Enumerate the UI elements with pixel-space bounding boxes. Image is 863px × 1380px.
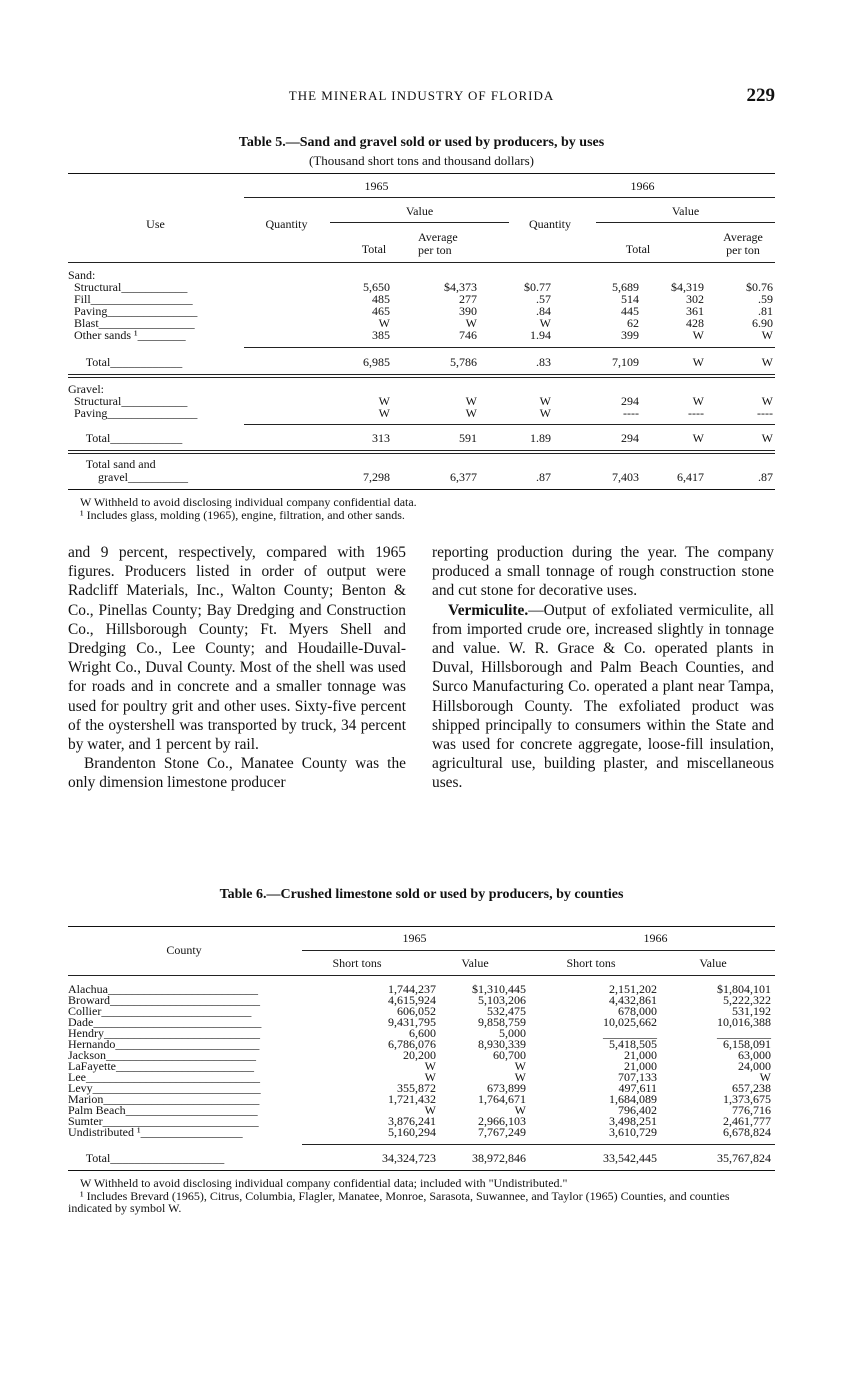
row-label: Broward_________________________ bbox=[68, 993, 260, 1007]
row-label: Other sands ¹________ bbox=[74, 328, 186, 342]
row-label: Undistributed ¹_________________ bbox=[68, 1125, 243, 1139]
cell: 1,721,432 bbox=[388, 1092, 436, 1106]
row-label: Marion__________________________ bbox=[68, 1092, 260, 1106]
cell: 313 bbox=[372, 431, 390, 445]
table5-gravel-section-rule bbox=[68, 450, 775, 454]
cell: 2,151,202 bbox=[609, 982, 657, 996]
cell: 3,498,251 bbox=[609, 1114, 657, 1128]
cell: 1,373,675 bbox=[723, 1092, 771, 1106]
cell: W bbox=[539, 406, 551, 420]
cell: 465 bbox=[372, 304, 390, 318]
table5-average-line2-1966: per ton bbox=[726, 243, 760, 257]
table-row-total bbox=[68, 432, 775, 444]
row-label: Paving_______________ bbox=[74, 304, 198, 318]
table-row-total bbox=[68, 356, 775, 368]
cell: .87 bbox=[758, 470, 773, 484]
row-label: Levy____________________________ bbox=[68, 1081, 261, 1095]
paragraph bbox=[432, 601, 774, 793]
cell: .81 bbox=[758, 304, 773, 318]
cell: 5,160,294 bbox=[388, 1125, 436, 1139]
table5-year1-header: 1965 bbox=[364, 179, 389, 193]
paragraph: Brandenton Stone Co., Manatee County was the only dimension limestone producer bbox=[68, 755, 406, 792]
cell: 3,876,241 bbox=[388, 1114, 436, 1128]
row-label: Paving_______________ bbox=[74, 406, 198, 420]
table6-year-rule bbox=[302, 950, 775, 951]
row-label: Jackson_________________________ bbox=[68, 1048, 256, 1062]
cell: 4,615,924 bbox=[388, 993, 436, 1007]
cell: 277 bbox=[459, 292, 477, 306]
table5-sand-subtotal-rule bbox=[244, 347, 775, 348]
cell: 8,930,339 bbox=[478, 1037, 526, 1051]
table5-sand-section-rule bbox=[68, 374, 775, 378]
table-row bbox=[68, 407, 775, 419]
cell: W bbox=[424, 1103, 436, 1117]
cell: .87 bbox=[536, 470, 551, 484]
table5-sand-label: Sand: bbox=[68, 268, 96, 282]
cell: 6,678,824 bbox=[723, 1125, 771, 1139]
cell: 6.90 bbox=[752, 316, 773, 330]
cell: 5,650 bbox=[363, 280, 390, 294]
paragraph: and 9 percent, respectively, compared with 1965 figures. Producers listed in order of output were Radcliff Materials, Inc., Walton County; Benton & Co., Pinellas County; Bay Dredging and Construction Co., Hillsborough County; Ft. Myers Shell and Dredging Co., Lee County; and Houdaille-Duval-Wright Co., Duval County. Most of the shell was used for roads and in concrete and a smaller tonnage was used for poultry grit and other uses. Sixty-five percent of the oystershell was transported by truck, 34 percent by water, and 1 percent by rail. bbox=[68, 544, 406, 754]
cell: W bbox=[539, 394, 551, 408]
cell: 60,700 bbox=[493, 1048, 526, 1062]
cell: 746 bbox=[459, 328, 477, 342]
table6-footnote-1: ¹ Includes Brevard (1965), Citrus, Columbia, Flagler, Manatee, Monroe, Sarasota, Suwannee, and Taylor (1965) Counties, and counties indicated by symbol W. bbox=[68, 1189, 730, 1215]
page-number: 229 bbox=[746, 85, 775, 106]
cell: ---- bbox=[757, 406, 773, 420]
cell: 294 bbox=[621, 431, 639, 445]
table6-top-rule bbox=[68, 926, 775, 927]
table5-header-bottom-rule bbox=[68, 262, 775, 263]
cell: 361 bbox=[686, 304, 704, 318]
cell: .83 bbox=[536, 355, 551, 369]
row-label: Blast________________ bbox=[74, 316, 195, 330]
cell: $0.77 bbox=[524, 280, 551, 294]
cell: W bbox=[761, 431, 773, 445]
row-label: gravel__________ bbox=[98, 470, 188, 484]
cell: W bbox=[539, 316, 551, 330]
row-label: Fill_________________ bbox=[74, 292, 193, 306]
table6-header-bottom-rule bbox=[68, 975, 775, 976]
table5-subcaption: (Thousand short tons and thousand dollars) bbox=[309, 153, 534, 168]
row-label: LaFayette_______________________ bbox=[68, 1059, 254, 1073]
cell: 7,767,249 bbox=[478, 1125, 526, 1139]
table-row-total bbox=[68, 1152, 775, 1164]
cell: 657,238 bbox=[732, 1081, 771, 1095]
table5-gravel-subtotal-rule bbox=[244, 424, 775, 425]
table6-short-tons-header-1966: Short tons bbox=[566, 956, 616, 970]
section-heading: Vermiculite. bbox=[448, 601, 529, 619]
paragraph-text: —Output of exfoliated vermiculite, all from imported crude ore, increased slightly in tonnage and value. W. R. Grace & Co. operated plants in Duval, Hillsborough and Palm Beach Counties, and Surco Manufacturing Co. operated a plant near Tampa, Hillsborough County. The exfoliated product was shipped principally to consumers within the State and was used for concrete aggregate, loose-fill insulation, agricultural use, building plaster, and miscellaneous uses. bbox=[432, 601, 774, 792]
table5-year2-header: 1966 bbox=[630, 179, 655, 193]
table5-total-header-1965: Total bbox=[361, 242, 387, 256]
cell: ---- bbox=[623, 406, 639, 420]
cell: W bbox=[514, 1070, 526, 1084]
cell: 7,403 bbox=[612, 470, 639, 484]
cell: 9,858,759 bbox=[478, 1015, 526, 1029]
cell: $0.76 bbox=[746, 280, 773, 294]
cell: W bbox=[378, 316, 390, 330]
cell: 1,684,089 bbox=[609, 1092, 657, 1106]
table6-value-header-1965: Value bbox=[461, 956, 489, 970]
cell: 5,222,322 bbox=[723, 993, 771, 1007]
table5-quantity-header-1966: Quantity bbox=[529, 217, 571, 231]
cell: 532,475 bbox=[487, 1004, 526, 1018]
cell: 485 bbox=[372, 292, 390, 306]
cell: $1,804,101 bbox=[717, 982, 771, 996]
cell: .59 bbox=[758, 292, 773, 306]
row-label: Alachua_________________________ bbox=[68, 982, 258, 996]
cell: 38,972,846 bbox=[472, 1151, 526, 1165]
cell: 62 bbox=[627, 316, 639, 330]
cell: W bbox=[514, 1059, 526, 1073]
cell: 776,716 bbox=[732, 1103, 771, 1117]
cell: 6,985 bbox=[363, 355, 390, 369]
cell: 497,611 bbox=[618, 1081, 657, 1095]
cell: 10,025,662 bbox=[603, 1015, 657, 1029]
table5-total-header-1966: Total bbox=[625, 242, 651, 256]
row-label: Structural___________ bbox=[74, 280, 188, 294]
running-head bbox=[68, 85, 775, 109]
cell: 514 bbox=[621, 292, 639, 306]
cell: 796,402 bbox=[618, 1103, 657, 1117]
cell: 6,377 bbox=[450, 470, 477, 484]
cell: 33,542,445 bbox=[603, 1151, 657, 1165]
running-title: THE MINERAL INDUSTRY OF FLORIDA bbox=[288, 88, 555, 103]
table-row-grand-total bbox=[68, 471, 775, 483]
table5-footnote-w: W Withheld to avoid disclosing individual company confidential data. bbox=[80, 495, 417, 509]
cell: .57 bbox=[536, 292, 551, 306]
cell: 355,872 bbox=[397, 1081, 436, 1095]
table6-short-tons-header-1965: Short tons bbox=[332, 956, 382, 970]
cell: W bbox=[424, 1070, 436, 1084]
cell: W bbox=[514, 1103, 526, 1117]
table5-value-rule-1965 bbox=[330, 222, 509, 223]
cell: ---- bbox=[688, 406, 704, 420]
cell: 1.94 bbox=[530, 328, 551, 342]
cell: 5,000 bbox=[499, 1026, 526, 1040]
table-row bbox=[68, 329, 775, 341]
table6-caption: Table 6.—Crushed limestone sold or used by producers, by counties bbox=[219, 887, 624, 902]
table5-average-header-1966 bbox=[713, 231, 773, 257]
cell: W bbox=[465, 394, 477, 408]
paragraph: reporting production during the year. The company produced a small tonnage of rough construction stone and cut stone for decorative uses. bbox=[432, 544, 774, 600]
cell: 35,767,824 bbox=[717, 1151, 771, 1165]
cell: $4,319 bbox=[671, 280, 704, 294]
cell: 1,744,237 bbox=[388, 982, 436, 996]
cell: 5,103,206 bbox=[478, 993, 526, 1007]
cell: W bbox=[465, 406, 477, 420]
cell: W bbox=[692, 355, 704, 369]
cell: 6,786,076 bbox=[388, 1037, 436, 1051]
cell: 24,000 bbox=[738, 1059, 771, 1073]
cell: W bbox=[761, 328, 773, 342]
table6-value-header-1966: Value bbox=[699, 956, 727, 970]
table5-footnote-1: ¹ Includes glass, molding (1965), engine, filtration, and other sands. bbox=[80, 508, 405, 522]
table6-total-rule bbox=[302, 1144, 775, 1145]
cell: 63,000 bbox=[738, 1048, 771, 1062]
cell: _________ bbox=[603, 1026, 657, 1040]
cell: 7,109 bbox=[612, 355, 639, 369]
cell: $1,310,445 bbox=[472, 982, 526, 996]
cell: W bbox=[761, 355, 773, 369]
table6-year2-header: 1966 bbox=[643, 931, 668, 945]
table5-gravel-label: Gravel: bbox=[68, 382, 104, 396]
cell: 385 bbox=[372, 328, 390, 342]
text-column-right bbox=[432, 543, 774, 793]
row-label: Hendry__________________________ bbox=[68, 1026, 260, 1040]
cell: W bbox=[692, 431, 704, 445]
row-label: Dade____________________________ bbox=[68, 1015, 262, 1029]
cell: 531,192 bbox=[732, 1004, 771, 1018]
cell: 21,000 bbox=[624, 1059, 657, 1073]
row-label: Structural___________ bbox=[74, 394, 188, 408]
cell: 1.89 bbox=[530, 431, 551, 445]
cell: 5,786 bbox=[450, 355, 477, 369]
row-label: Lee_____________________________ bbox=[68, 1070, 260, 1084]
cell: 5,689 bbox=[612, 280, 639, 294]
cell: 707,133 bbox=[618, 1070, 657, 1084]
cell: 9,431,795 bbox=[388, 1015, 436, 1029]
table6-footnote-w: W Withheld to avoid disclosing individual company confidential data; included with "Undistributed." bbox=[80, 1176, 568, 1190]
cell: 390 bbox=[459, 304, 477, 318]
table6-bottom-rule bbox=[68, 1170, 775, 1171]
row-label: Hernando________________________ bbox=[68, 1037, 260, 1051]
row-label: Total___________________ bbox=[85, 1151, 225, 1165]
cell: W bbox=[761, 394, 773, 408]
cell: 1,764,671 bbox=[478, 1092, 526, 1106]
table5-average-header-1965 bbox=[418, 231, 478, 257]
cell: _________ bbox=[717, 1026, 771, 1040]
cell: W bbox=[692, 328, 704, 342]
table5-quantity-header-1965: Quantity bbox=[265, 217, 308, 231]
cell: 2,461,777 bbox=[723, 1114, 771, 1128]
cell: 428 bbox=[686, 316, 704, 330]
row-label: Collier_________________________ bbox=[68, 1004, 252, 1018]
cell: 21,000 bbox=[624, 1048, 657, 1062]
cell: 6,158,091 bbox=[723, 1037, 771, 1051]
table5-average-line2-1965: per ton bbox=[418, 243, 452, 257]
table5-average-line1-1966: Average bbox=[723, 230, 763, 244]
cell: 20,200 bbox=[403, 1048, 436, 1062]
cell: 445 bbox=[621, 304, 639, 318]
cell: 34,324,723 bbox=[382, 1151, 436, 1165]
table5-value-rule-1966 bbox=[596, 222, 775, 223]
row-label: Total____________ bbox=[85, 431, 183, 445]
cell: 6,417 bbox=[677, 470, 704, 484]
table-row-grand-total-label bbox=[68, 458, 775, 470]
cell: W bbox=[692, 394, 704, 408]
table6-year1-header: 1965 bbox=[402, 931, 427, 945]
row-label: Palm Beach______________________ bbox=[68, 1103, 258, 1117]
cell: 606,052 bbox=[397, 1004, 436, 1018]
cell: $4,373 bbox=[444, 280, 477, 294]
table5-top-rule bbox=[68, 173, 775, 174]
cell: W bbox=[378, 406, 390, 420]
table5-value-header-1966: Value bbox=[671, 204, 700, 218]
table5-year-rule bbox=[244, 197, 775, 198]
table6-county-header: County bbox=[166, 943, 202, 957]
cell: 10,016,388 bbox=[717, 1015, 771, 1029]
cell: W bbox=[424, 1059, 436, 1073]
cell: W bbox=[378, 394, 390, 408]
cell: 6,600 bbox=[409, 1026, 436, 1040]
text-column-left bbox=[68, 543, 406, 793]
table5-bottom-rule bbox=[68, 489, 775, 490]
cell: 2,966,103 bbox=[478, 1114, 526, 1128]
cell: W bbox=[759, 1070, 771, 1084]
row-label: Total sand and bbox=[85, 457, 156, 471]
cell: 3,610,729 bbox=[609, 1125, 657, 1139]
cell: 302 bbox=[686, 292, 704, 306]
table5-caption: Table 5.—Sand and gravel sold or used by producers, by uses bbox=[238, 135, 605, 150]
cell: 4,432,861 bbox=[609, 993, 657, 1007]
cell: 7,298 bbox=[363, 470, 390, 484]
row-label: Sumter__________________________ bbox=[68, 1114, 259, 1128]
cell: 678,000 bbox=[618, 1004, 657, 1018]
table5-value-header-1965: Value bbox=[405, 204, 434, 218]
cell: 5,418,505 bbox=[609, 1037, 657, 1051]
cell: 591 bbox=[459, 431, 477, 445]
table-row bbox=[68, 1126, 775, 1138]
cell: 673,899 bbox=[487, 1081, 526, 1095]
cell: 399 bbox=[621, 328, 639, 342]
cell: W bbox=[465, 316, 477, 330]
cell: .84 bbox=[536, 304, 551, 318]
row-label: Total____________ bbox=[85, 355, 183, 369]
cell: 294 bbox=[621, 394, 639, 408]
table5-use-header: Use bbox=[146, 217, 165, 231]
table5-average-line1-1965: Average bbox=[418, 230, 458, 244]
